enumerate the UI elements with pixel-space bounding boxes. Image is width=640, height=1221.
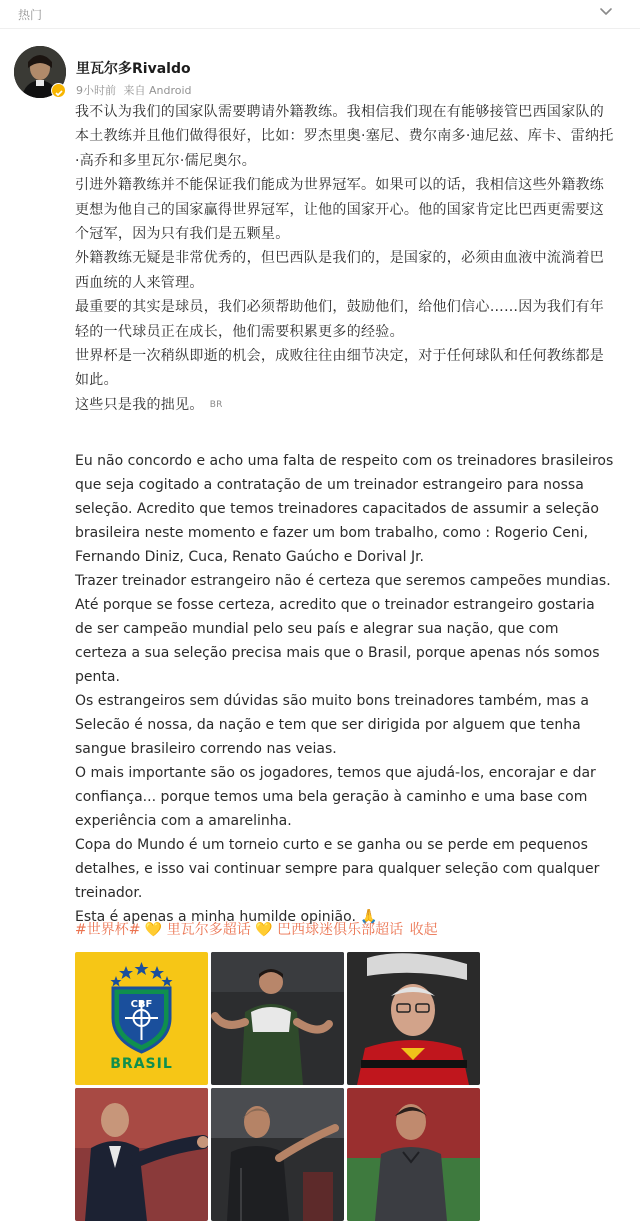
- zh-paragraph: 世界杯是一次稍纵即逝的机会，成败往往由细节决定，对于任何球队和任何教练都是如此。: [75, 348, 605, 389]
- verified-badge-icon: [51, 83, 66, 98]
- image-coach-dorival[interactable]: [347, 952, 480, 1085]
- pt-paragraph: Os estrangeiros sem dúvidas são muito bons treinadores também, mas a Selecão é nossa, da nação e tem que ser dirigida por alguem que tenha sangue brasileiro correndo nas veias.: [75, 693, 589, 758]
- image-coach-ceni[interactable]: [75, 1088, 208, 1221]
- pt-paragraph: Esta é apenas a minha humilde opinião. 🙏: [75, 909, 378, 926]
- zh-paragraph: 外籍教练无疑是非常优秀的，但巴西队是我们的，是国家的，必须由血液中流淌着巴西血统的人来管理。: [75, 250, 605, 291]
- cbf-logo-text: CBF: [130, 999, 153, 1010]
- br-tag: BR: [209, 399, 223, 410]
- image-cbf-logo[interactable]: [75, 952, 208, 1085]
- post-header: [14, 46, 614, 102]
- top-bar: [0, 0, 640, 29]
- zh-paragraph-last: [75, 393, 615, 418]
- zh-closing-text: 这些只是我的拙见。: [75, 397, 204, 414]
- tag-rivaldo-supertopic[interactable]: 💛 里瓦尔多超话: [144, 922, 251, 938]
- pt-paragraph: Copa do Mundo é um torneio curto e se ganha ou se perde em pequenos detalhes, e isso vai continuar sempre para qualquer seleção com qualquer treinador.: [75, 837, 600, 902]
- zh-paragraph: 最重要的其实是球员，我们必须帮助他们，鼓励他们，给他们信心……因为我们有年轻的一代球员正在成长，他们需要积累更多的经验。: [75, 299, 605, 340]
- tag-brazil-fans-supertopic[interactable]: 💛 巴西球迷俱乐部超话: [255, 922, 404, 938]
- image-grid: [75, 952, 481, 1218]
- post-content: [75, 100, 615, 929]
- pt-paragraph: Trazer treinador estrangeiro não é certeza que seremos campeões mundias. Até porque se fosse certeza, acredito que o treinador estrangeiro gostaria de ser campeão mundial pelo seu país e alegrar sua nação, que com certeza a sua seleção precisa mais que o Brasil, porque apenas nós somos penta.: [75, 573, 611, 686]
- pt-paragraph: O mais importante são os jogadores, temos que ajudá-los, encorajar e dar confiança... porque temos uma bela geração à caminho e uma base com experiência com a amarelinha.: [75, 765, 596, 830]
- post-time[interactable]: 9小时前: [76, 84, 116, 97]
- post-source: 来自 Android: [123, 84, 192, 97]
- chevron-down-icon[interactable]: [598, 3, 614, 19]
- tags-row: [75, 918, 438, 942]
- collapse-link[interactable]: 收起: [409, 922, 438, 938]
- tab-hot[interactable]: 热门: [18, 8, 43, 22]
- post-meta: [76, 82, 192, 98]
- image-coach-cuca[interactable]: [211, 1088, 344, 1221]
- pt-paragraph: Eu não concordo e acho uma falta de respeito com os treinadores brasileiros que seja cogitado a contratação de um treinador estrangeiro para nossa seleção. Acredito que temos treinadores capacitados de assumir a seleção brasileira neste momento e fazer um bom trabalho, como : Rogerio Ceni, Fernando Diniz, Cuca, Renato Gaúcho e Dorival Jr.: [75, 453, 614, 566]
- pt-block: [75, 449, 615, 929]
- tag-world-cup[interactable]: #世界杯#: [75, 922, 141, 938]
- author-name[interactable]: 里瓦尔多Rivaldo: [76, 61, 191, 77]
- zh-paragraph: 我不认为我们的国家队需要聘请外籍教练。我相信我们现在有能够接管巴西国家队的本土教练并且他们做得很好，比如：罗杰里奥·塞尼、费尔南多·迪尼兹、库卡、雷纳托·高乔和多里瓦尔·儒尼奥尔。: [75, 104, 614, 169]
- zh-paragraph: 引进外籍教练并不能保证我们能成为世界冠军。如果可以的话，我相信这些外籍教练更想为他自己的国家赢得世界冠军，让他的国家开心。他的国家肯定比巴西更需要这个冠军，因为只有我们是五颗星。: [75, 177, 605, 243]
- brasil-text: BRASIL: [110, 1056, 173, 1072]
- image-coach-renato[interactable]: [347, 1088, 480, 1221]
- image-coach-diniz[interactable]: [211, 952, 344, 1085]
